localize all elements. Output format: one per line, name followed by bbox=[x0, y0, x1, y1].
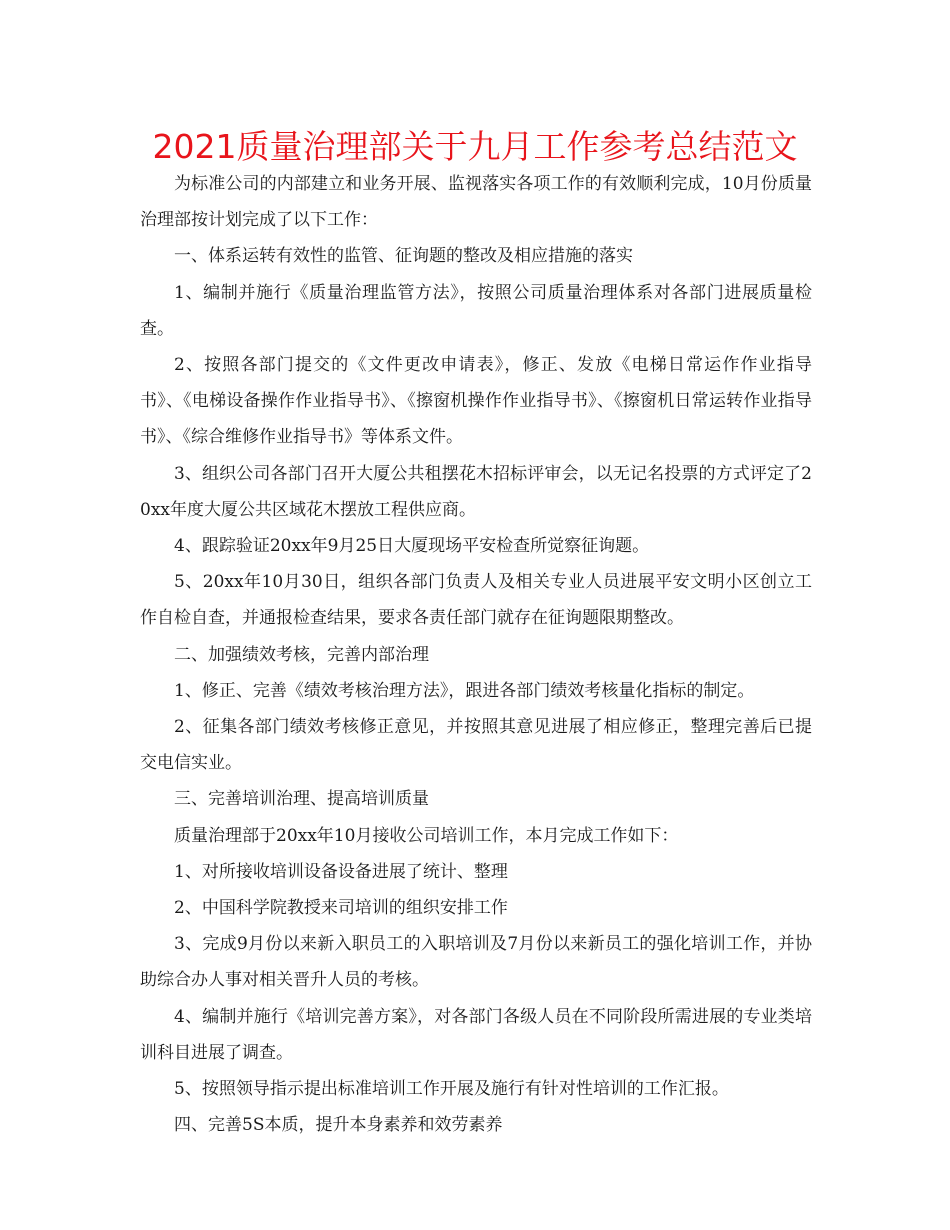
document-body bbox=[140, 166, 812, 1143]
section-heading: 四、完善5S本质，提升本身素养和效劳素养 bbox=[174, 1115, 503, 1136]
paragraph: 1、对所接收培训设备设备进展了统计、整理 bbox=[174, 861, 508, 882]
paragraph: 3、完成9月份以来新入职员工的入职培训及7月份以来新员工的强化培训工作，并协助综合办人事对相关晋升人员的考核。 bbox=[140, 934, 812, 991]
paragraph: 3、组织公司各部门召开大厦公共租摆花木招标评审会，以无记名投票的方式评定了20xx年度大厦公共区域花木摆放工程供应商。 bbox=[140, 463, 812, 520]
paragraph: 1、修正、完善《绩效考核治理方法》，跟进各部门绩效考核量化指标的制定。 bbox=[174, 680, 755, 701]
paragraph: 2、中国科学院教授来司培训的组织安排工作 bbox=[174, 898, 508, 919]
paragraph: 2、征集各部门绩效考核修正意见，并按照其意见进展了相应修正，整理完善后已提交电信实业。 bbox=[140, 717, 812, 774]
paragraph: 为标准公司的内部建立和业务开展、监视落实各项工作的有效顺利完成，10月份质量治理部按计划完成了以下工作： bbox=[140, 174, 812, 231]
paragraph: 质量治理部于20xx年10月接收公司培训工作，本月完成工作如下： bbox=[174, 825, 679, 846]
paragraph: 5、按照领导指示提出标准培训工作开展及施行有针对性培训的工作汇报。 bbox=[174, 1079, 729, 1100]
paragraph: 5、20xx年10月30日，组织各部门负责人及相关专业人员进展平安文明小区创立工作自检自查，并通报检查结果，要求各责任部门就存在征询题限期整改。 bbox=[140, 572, 812, 629]
section-heading: 三、完善培训治理、提高培训质量 bbox=[174, 789, 429, 810]
section-heading: 一、体系运转有效性的监管、征询题的整改及相应措施的落实 bbox=[174, 246, 633, 267]
paragraph: 2、按照各部门提交的《文件更改申请表》，修正、发放《电梯日常运作作业指导书》、《电梯设备操作作业指导书》、《擦窗机操作作业指导书》、《擦窗机日常运转作业指导书》、《综合维修作业指导书》等体系文件。 bbox=[140, 355, 812, 448]
paragraph: 1、编制并施行《质量治理监管方法》，按照公司质量治理体系对各部门进展质量检查。 bbox=[140, 282, 812, 339]
document-title: 2021质量治理部关于九月工作参考总结范文 bbox=[152, 127, 798, 166]
section-heading: 二、加强绩效考核，完善内部治理 bbox=[174, 644, 429, 665]
paragraph: 4、编制并施行《培训完善方案》，对各部门各级人员在不同阶段所需进展的专业类培训科目进展了调查。 bbox=[140, 1006, 812, 1063]
paragraph: 4、跟踪验证20xx年9月25日大厦现场平安检查所觉察征询题。 bbox=[174, 536, 650, 557]
